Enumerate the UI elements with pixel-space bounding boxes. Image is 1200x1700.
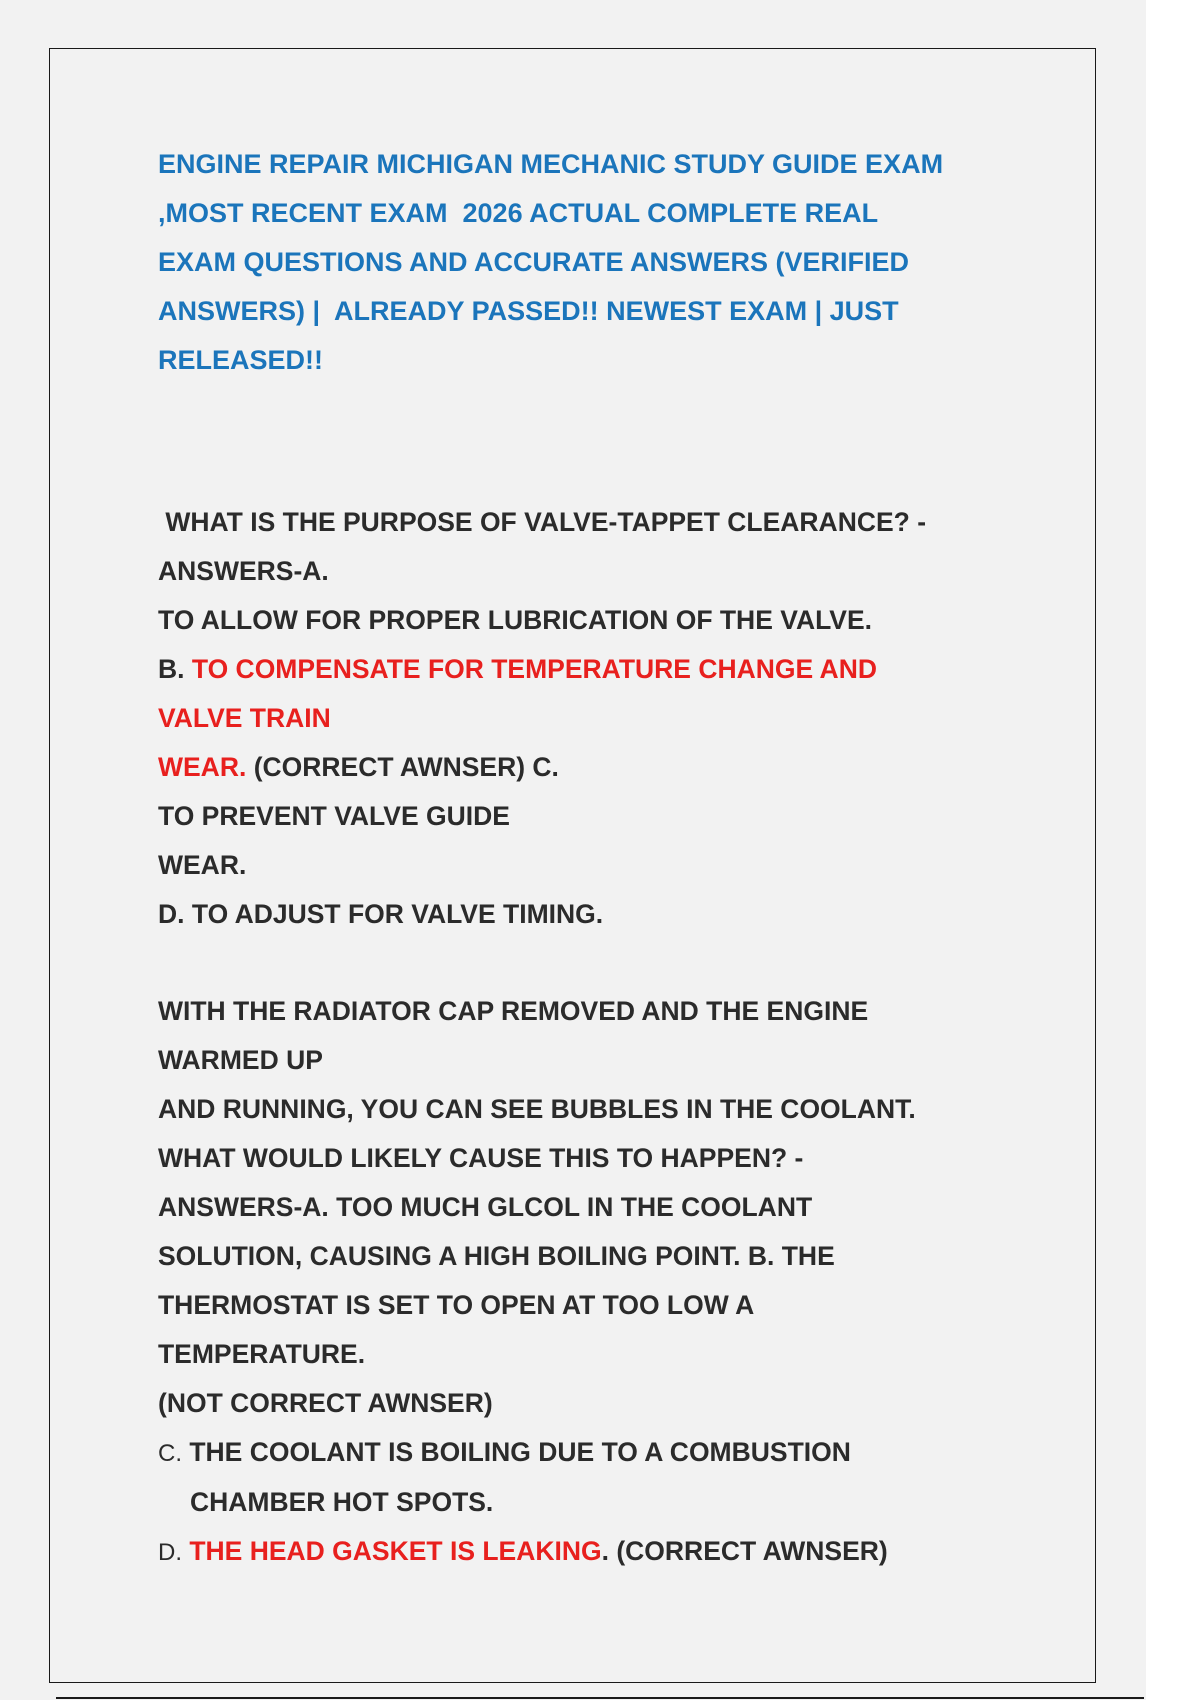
question-2-option-c-cont: CHAMBER HOT SPOTS. — [190, 1487, 494, 1517]
option-b-prefix: B. — [158, 654, 192, 684]
question-1-option-b-end — [158, 743, 1028, 792]
title-line: EXAM QUESTIONS AND ACCURATE ANSWERS (VERIFIED — [158, 247, 910, 277]
title-line: RELEASED!! — [158, 345, 324, 375]
correct-answer-note: (CORRECT AWNSER) C. — [246, 752, 559, 782]
correct-answer-note: . (CORRECT AWNSER) — [601, 1536, 888, 1566]
question-2-option-a-cont: SOLUTION, CAUSING A HIGH BOILING POINT. B. THE — [158, 1241, 835, 1271]
option-c-text: THE COOLANT IS BOILING DUE TO A COMBUSTION — [182, 1437, 851, 1467]
option-letter: D. — [158, 1539, 182, 1566]
question-2-option-d — [158, 1527, 1028, 1577]
question-2-option-b-cont: TEMPERATURE. — [158, 1339, 366, 1369]
question-1-option-c-cont: WEAR. — [158, 850, 247, 880]
question-2-text: WHAT WOULD LIKELY CAUSE THIS TO HAPPEN? - — [158, 1143, 804, 1173]
correct-answer-highlight: THE HEAD GASKET IS LEAKING — [182, 1536, 602, 1566]
question-1-option-b — [158, 645, 1028, 694]
title-line: ANSWERS) | ALREADY PASSED!! NEWEST EXAM | JUST — [158, 296, 899, 326]
title-line: ENGINE REPAIR MICHIGAN MECHANIC STUDY GUIDE EXAM — [158, 149, 944, 179]
question-2-text: WITH THE RADIATOR CAP REMOVED AND THE ENGINE — [158, 996, 869, 1026]
option-letter: C. — [158, 1440, 182, 1467]
incorrect-answer-note: (NOT CORRECT AWNSER) — [158, 1388, 493, 1418]
question-1-option-d: D. TO ADJUST FOR VALVE TIMING. — [158, 899, 604, 929]
question-2-text: WARMED UP — [158, 1045, 323, 1075]
question-1-option-c: TO PREVENT VALVE GUIDE — [158, 801, 510, 831]
document-content — [158, 140, 1028, 1577]
question-2-option-c — [158, 1428, 1028, 1478]
document-title — [158, 140, 1028, 385]
bottom-rule — [56, 1697, 1144, 1699]
question-1-answers-label: ANSWERS-A. — [158, 556, 329, 586]
correct-answer-highlight: TO COMPENSATE FOR TEMPERATURE CHANGE AND — [191, 654, 877, 684]
correct-answer-highlight: WEAR. — [158, 752, 247, 782]
question-1-option-a: TO ALLOW FOR PROPER LUBRICATION OF THE VALVE. — [158, 605, 873, 635]
question-2-option-b: THERMOSTAT IS SET TO OPEN AT TOO LOW A — [158, 1290, 755, 1320]
question-2-text: AND RUNNING, YOU CAN SEE BUBBLES IN THE COOLANT. — [158, 1094, 916, 1124]
correct-answer-highlight: VALVE TRAIN — [158, 703, 331, 733]
question-1-text: WHAT IS THE PURPOSE OF VALVE-TAPPET CLEARANCE? - — [158, 507, 927, 537]
question-2-option-a: ANSWERS-A. TOO MUCH GLCOL IN THE COOLANT — [158, 1192, 813, 1222]
question-2 — [158, 987, 1028, 1577]
title-line: ,MOST RECENT EXAM 2026 ACTUAL COMPLETE REAL — [158, 198, 879, 228]
question-1 — [158, 498, 1028, 939]
